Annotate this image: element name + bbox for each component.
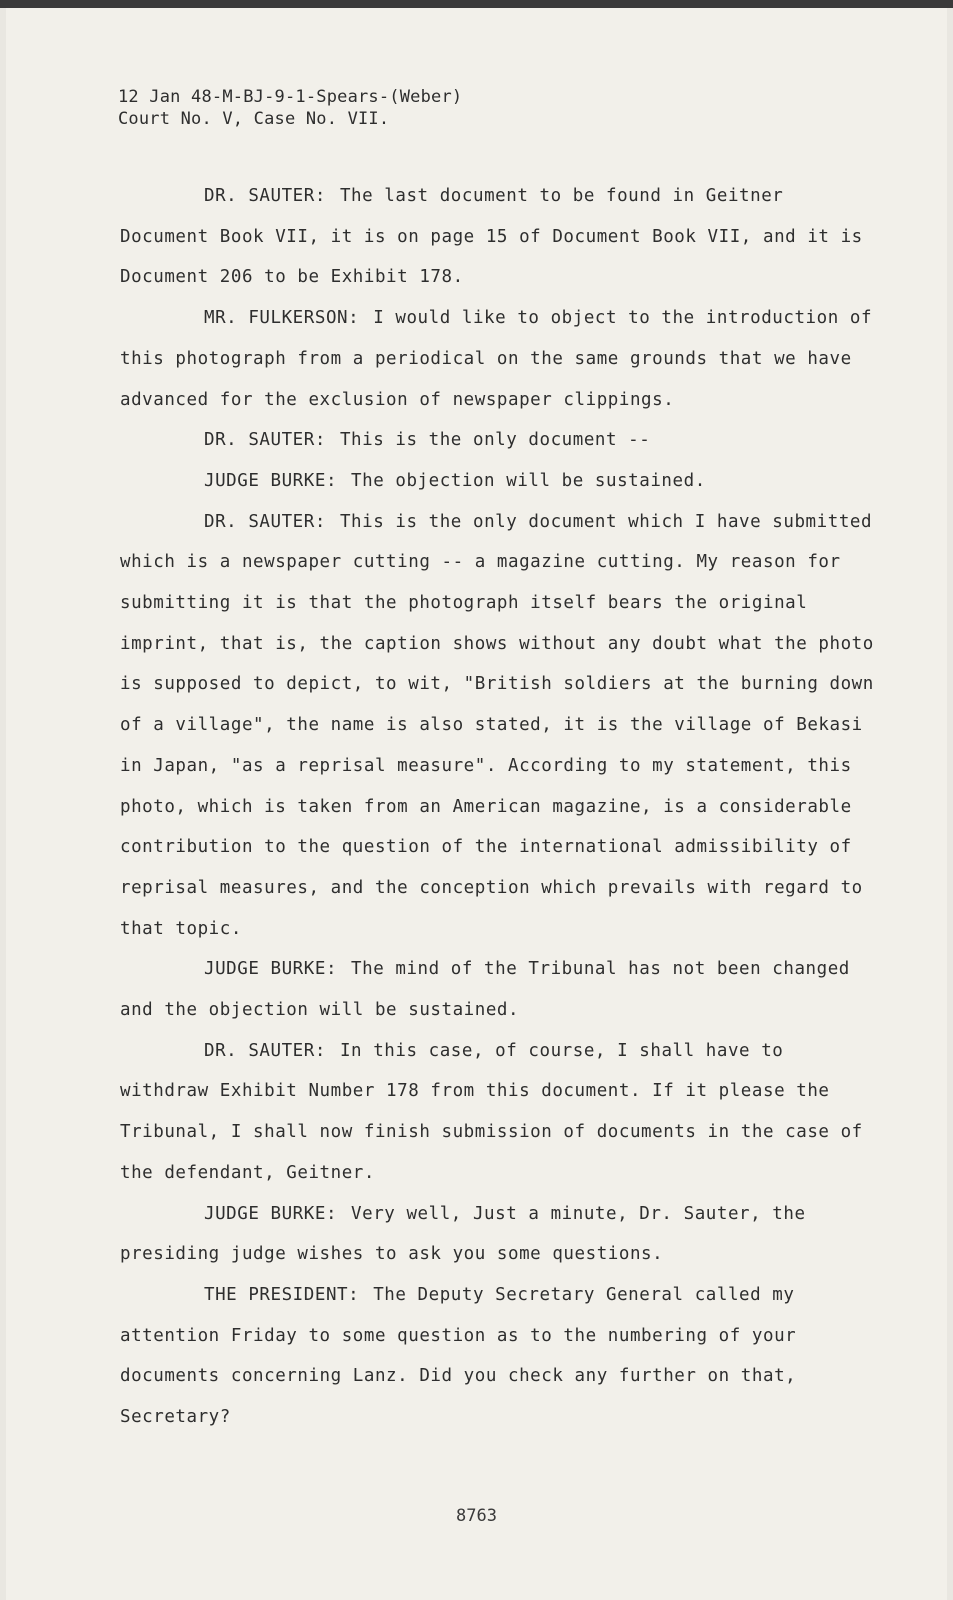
paragraph-text: This is the only document -- xyxy=(339,430,651,451)
paragraph-text: This is the only document which I have submitted which is a newspaper cutting -- a magazine cutting. My reason for submitting it is that the photograph itself bears the original imprint, that is, the caption shows without any doubt what the photo is supposed to depict, to wit, "British soldiers at the burning down of a village", the name is also stated, it is the village of Bekasi in Japan, "as a reprisal measure". According to my statement, this photo, which is taken from an American magazine, is a considerable contribution to the question of the international admissibility of reprisal measures, and the conception which prevails with regard to that topic. xyxy=(120,511,874,939)
speaker-label: JUDGE BURKE: xyxy=(204,1203,338,1224)
speaker-label: DR. SAUTER: xyxy=(204,430,326,451)
transcript-body xyxy=(120,176,880,1438)
header-line-2: Court No. V, Case No. VII. xyxy=(118,109,390,129)
speaker-label: JUDGE BURKE: xyxy=(204,470,338,491)
paragraph-text: In this case, of course, I shall have to withdraw Exhibit Number 178 from this document. If it please the Tribunal, I shall now finish submission of documents in the case of the defendant, Geitner. xyxy=(120,1040,863,1183)
transcript-paragraph xyxy=(120,461,880,502)
scan-top-edge xyxy=(0,0,953,8)
paragraph-text: The last document to be found in Geitner Document Book VII, it is on page 15 of Document Book VII, and it is Document 206 to be Exhibit 178. xyxy=(120,186,863,288)
transcript-paragraph xyxy=(120,176,880,298)
document-header xyxy=(118,86,462,130)
speaker-label: DR. SAUTER: xyxy=(204,511,326,532)
transcript-paragraph xyxy=(120,1194,880,1275)
paragraph-text: The mind of the Tribunal has not been changed and the objection will be sustained. xyxy=(120,959,850,1021)
page-number: 8763 xyxy=(456,1506,497,1526)
paragraph-text: I would like to object to the introduction of this photograph from a periodical on the same grounds that we have advanced for the exclusion of newspaper clippings. xyxy=(120,308,873,410)
header-line-1: 12 Jan 48-M-BJ-9-1-Spears-(Weber) xyxy=(118,87,463,107)
transcript-paragraph xyxy=(120,298,880,420)
transcript-paragraph xyxy=(120,949,880,1030)
transcript-paragraph xyxy=(120,1275,880,1438)
speaker-label: THE PRESIDENT: xyxy=(204,1284,360,1305)
paragraph-text: The objection will be sustained. xyxy=(351,470,706,491)
speaker-label: JUDGE BURKE: xyxy=(204,959,338,980)
transcript-paragraph xyxy=(120,1031,880,1194)
transcript-paragraph xyxy=(120,420,880,461)
paragraph-text: The Deputy Secretary General called my attention Friday to some question as to the numbering of your documents concerning Lanz. Did you check any further on that, Secretary? xyxy=(120,1284,797,1428)
speaker-label: DR. SAUTER: xyxy=(204,186,326,206)
paragraph-text: Very well, Just a minute, Dr. Sauter, the presiding judge wishes to ask you some questions. xyxy=(120,1203,806,1265)
speaker-label: MR. FULKERSON: xyxy=(204,308,360,329)
speaker-label: DR. SAUTER: xyxy=(204,1040,326,1061)
transcript-paragraph xyxy=(120,502,880,950)
